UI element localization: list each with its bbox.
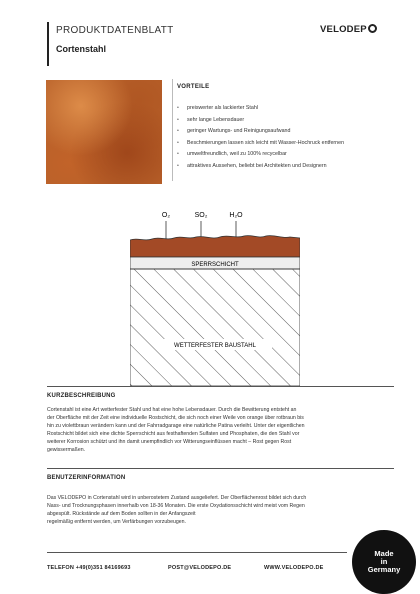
user-info-text — [47, 494, 397, 526]
advantages-heading: VORTEILE — [177, 84, 210, 90]
steel-label: WETTERFESTER BAUSTAHL — [174, 343, 256, 349]
user-info-line: Das VELODEPO in Cortenstahl wird in unberostetem Zustand ausgeliefert. Der Oberflächenrost bildet sich durch — [47, 495, 307, 501]
o2-label: O₂ — [161, 212, 171, 219]
bullet-icon: • — [177, 116, 179, 123]
advantage-item — [177, 149, 344, 161]
advantage-item — [177, 103, 344, 115]
bullet-icon: • — [177, 162, 179, 169]
bullet-icon: • — [177, 128, 179, 134]
steel-block — [130, 269, 300, 386]
advantage-text: preiswerter als lackierter Stahl — [187, 105, 258, 111]
user-info-line: Nass- und Trocknungsphasen innerhalb von 18-36 Monaten. Die erste Oxydationsschicht wird meist vom Regen — [47, 503, 305, 509]
product-title: Cortenstahl — [56, 44, 107, 54]
user-info-line: regelmäßig entfernt werden, um Verfärbungen vorzubeugen. — [47, 519, 186, 525]
badge-line: Germany — [367, 565, 401, 574]
summary-line: Rostschicht bildet sich eine dichte Sperrschicht aus festhaftenden Sulfaten und Phosphaten, die den Stahl vor — [47, 431, 300, 437]
footer-website[interactable]: WWW.VELODEPO.DE — [264, 565, 324, 571]
summary-line: weiterer Korrosion schützt und ihn damit unempfindlich vor Witterungseinflüssen macht – Rost gegen Rost — [47, 439, 292, 445]
header-accent-bar — [47, 22, 49, 66]
advantage-text: geringer Wartungs- und Reinigungsaufwand — [187, 128, 291, 134]
summary-line: gewissermaßen. — [47, 447, 86, 453]
badge-line: in — [380, 557, 388, 566]
summary-line: hin zu violettbraun verändern kann und der Fahrradgarage eine natürliche Patina verleiht. Unter der eigentlichen — [47, 423, 305, 429]
logo-text: VELODEP — [320, 24, 367, 35]
bullet-icon: • — [177, 105, 179, 111]
rust-layer — [130, 236, 300, 257]
logo-ring-icon — [368, 24, 377, 33]
advantage-text: Beschmierungen lassen sich leicht mit Wasser-Hochruck entfernen — [187, 139, 345, 146]
so2-label: SO₂ — [194, 212, 208, 219]
summary-heading: KURZBESCHREIBUNG — [47, 393, 116, 399]
bullet-icon: • — [177, 151, 179, 157]
advantage-text: attraktives Aussehen, beliebt bei Architekten und Designern — [187, 162, 327, 169]
summary-line: der Oberfläche mit der Zeit eine individuelle Rostschicht, die sich noch einer Weile von orange über rotbraun bis — [47, 415, 304, 421]
advantage-item — [177, 138, 344, 150]
section-divider — [47, 468, 394, 469]
bullet-icon: • — [177, 139, 179, 146]
advantage-item — [177, 115, 344, 127]
made-in-germany-badge — [352, 530, 416, 594]
advantages-divider — [172, 79, 173, 181]
section-divider — [47, 386, 394, 387]
summary-text — [47, 406, 397, 454]
advantage-item — [177, 161, 344, 173]
badge-line: Made — [374, 549, 394, 558]
advantage-item — [177, 126, 344, 138]
summary-line: Cortenstahl ist eine Art wetterfester Stahl und hat eine hohe Lebensdauer. Durch die Bewitterung entsteht an — [47, 407, 297, 413]
advantage-text: sehr lange Lebensdauer — [187, 116, 245, 123]
velodepo-logo — [320, 24, 377, 35]
h2o-label: H₂O — [229, 212, 243, 219]
footer-divider — [47, 552, 347, 553]
user-info-heading: BENUTZERINFORMATION — [47, 475, 126, 481]
barrier-label: SPERRSCHICHT — [191, 262, 239, 268]
footer-phone[interactable]: TELEFON +49(0)351 84169693 — [47, 565, 131, 571]
document-type: PRODUKTDATENBLATT — [56, 25, 174, 36]
advantages-list — [177, 103, 344, 172]
corten-steel-swatch-image — [46, 80, 162, 184]
advantage-text: umweltfreundlich, weil zu 100% recycelbar — [187, 151, 287, 157]
user-info-line: abgespült. Rückstände auf dem Boden sollten in der Anfangszeit — [47, 511, 196, 517]
footer-email[interactable]: POST@VELODEPO.DE — [168, 565, 232, 571]
corrosion-layer-diagram — [130, 206, 300, 388]
